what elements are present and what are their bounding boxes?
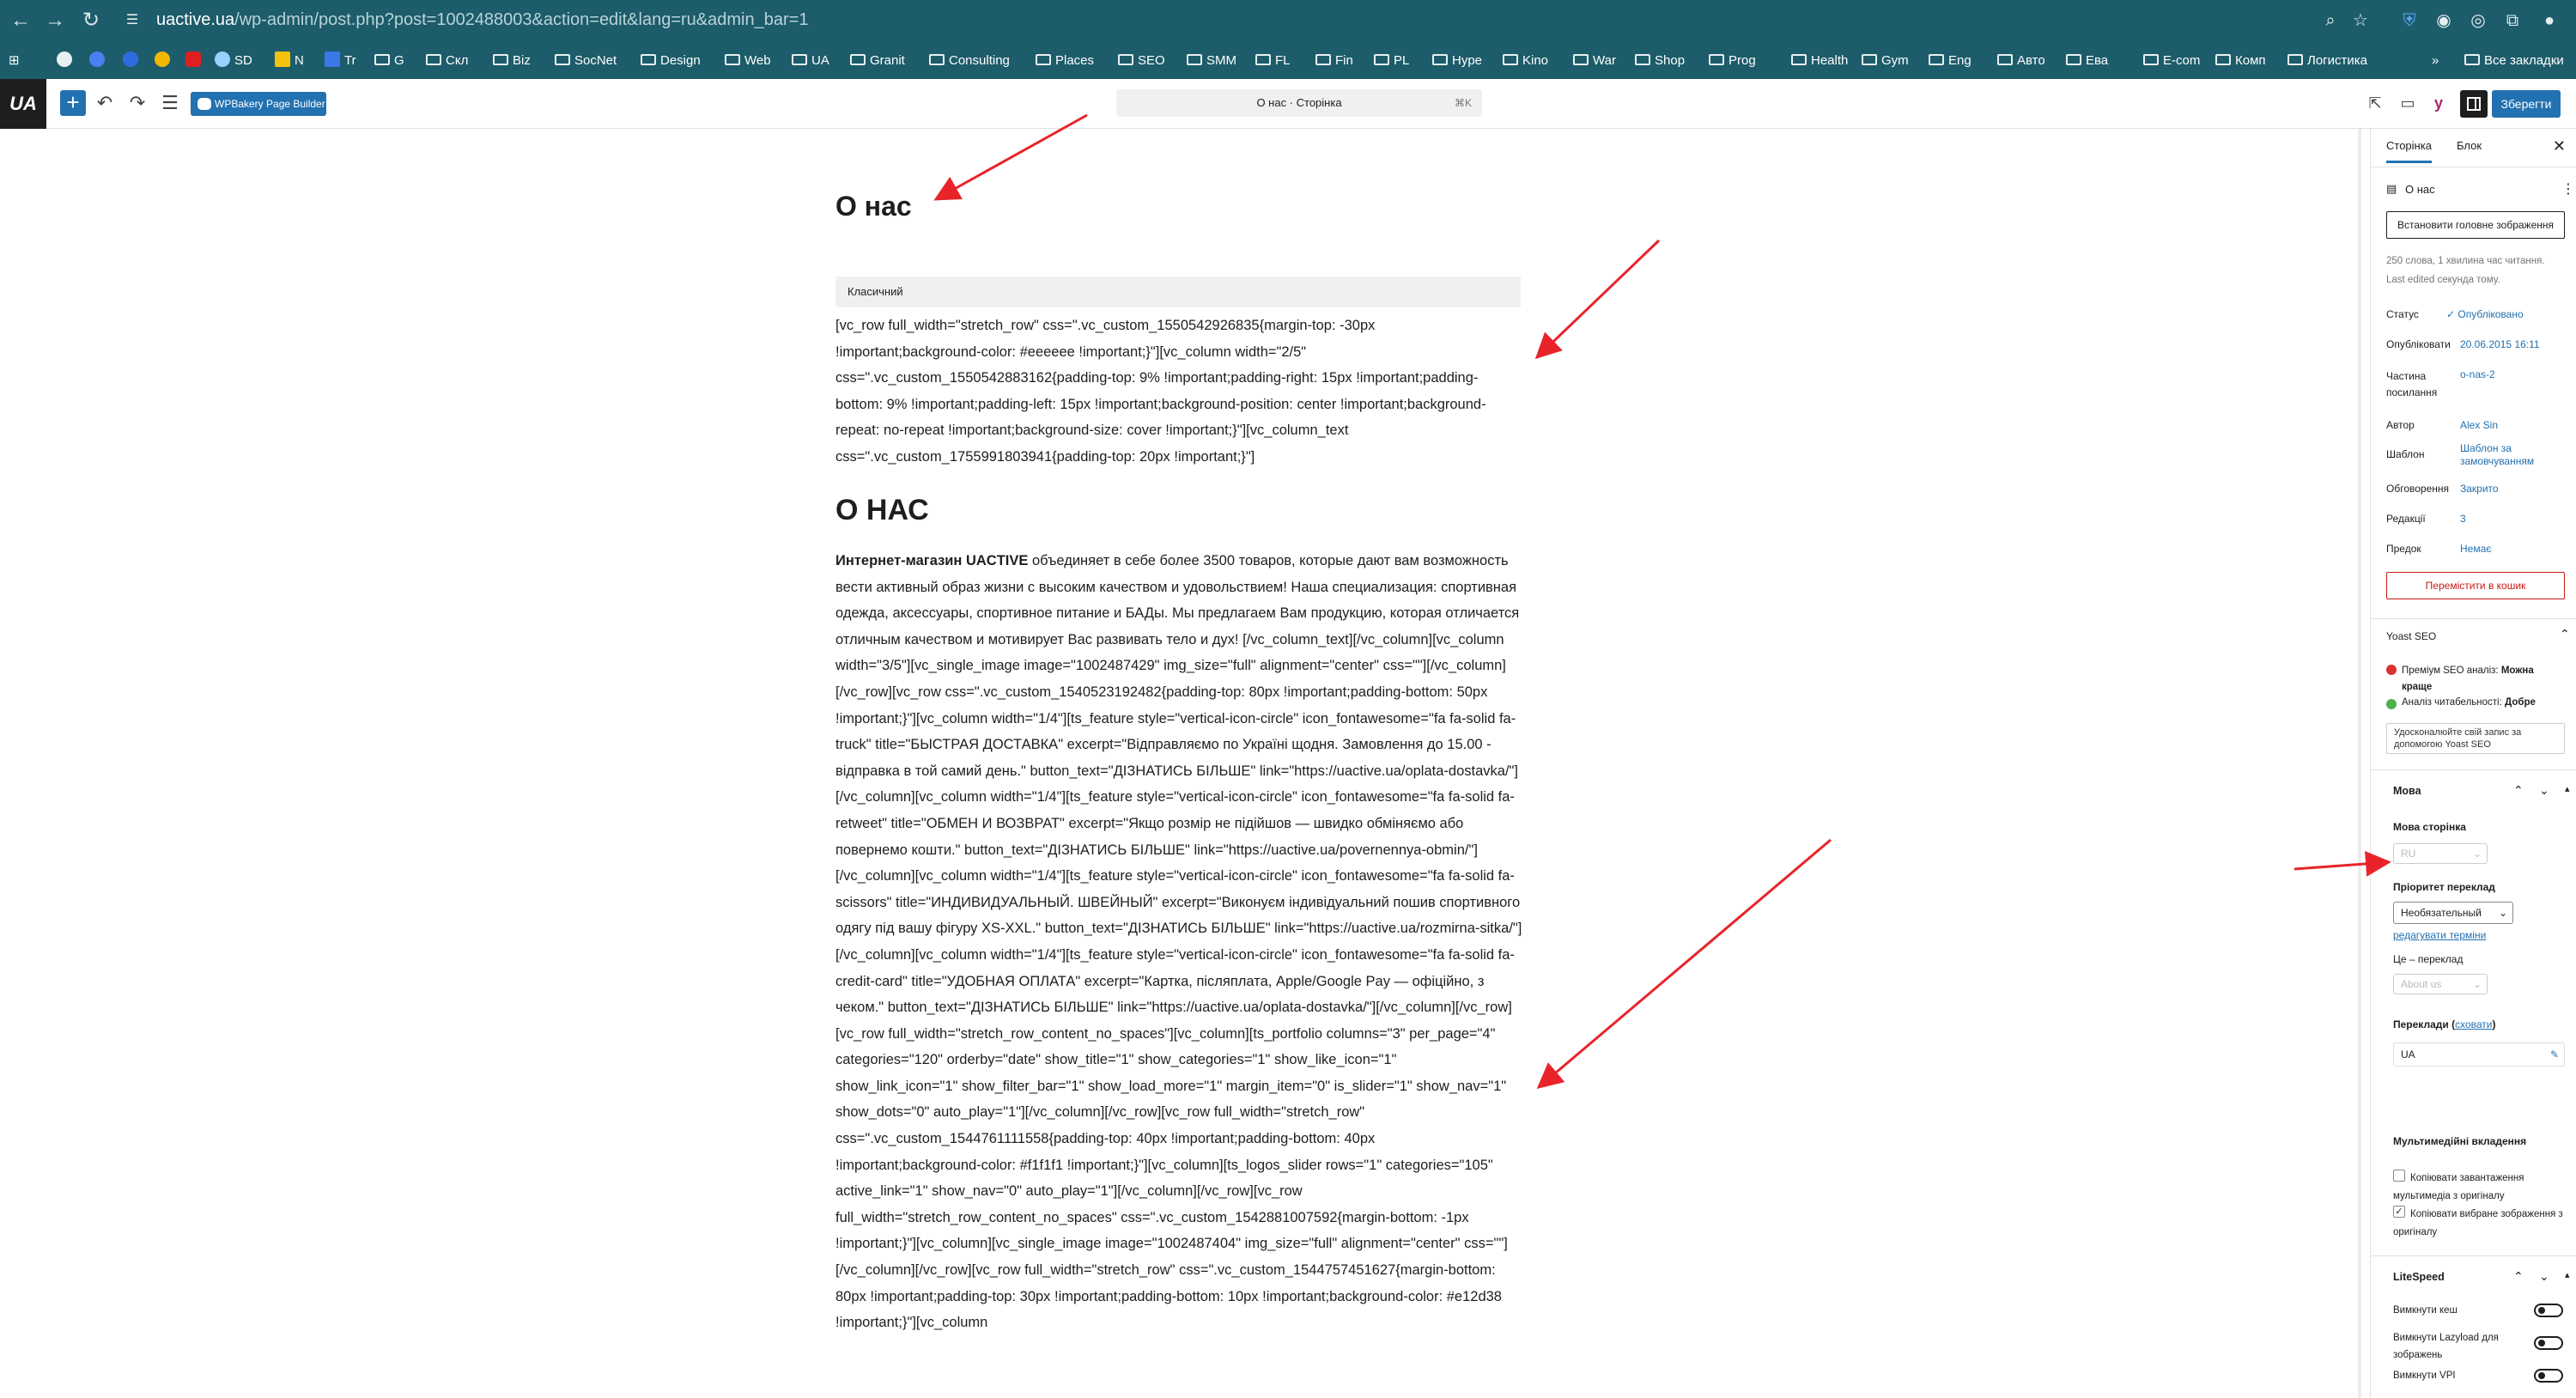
folder-icon bbox=[374, 54, 390, 65]
divider bbox=[2371, 769, 2576, 770]
translation-ua-field[interactable] bbox=[2393, 1042, 2565, 1067]
folder-icon bbox=[1997, 54, 2013, 65]
bookmark-folder[interactable] bbox=[1929, 50, 1971, 72]
is-translation-value: About us bbox=[2401, 978, 2442, 990]
favicon-icon bbox=[275, 52, 290, 67]
bookmark-folder[interactable] bbox=[641, 50, 701, 72]
save-button[interactable]: Зберегти bbox=[2492, 90, 2561, 118]
translation-priority-select[interactable] bbox=[2393, 902, 2513, 924]
seo-analysis-value: Можна краще bbox=[2402, 666, 2534, 692]
last-edited: Last edited секунда тому. bbox=[2386, 275, 2500, 285]
bookmark-folder[interactable] bbox=[1187, 50, 1236, 72]
bookmark-folder[interactable] bbox=[725, 50, 771, 72]
chevron-down-icon: ⌄ bbox=[2472, 978, 2482, 990]
folder-icon bbox=[1709, 54, 1724, 65]
bookmark-folder[interactable] bbox=[929, 50, 1010, 72]
bookmark-label: Hype bbox=[1452, 53, 1483, 68]
site-logo[interactable]: UA bbox=[0, 79, 46, 129]
undo-icon[interactable]: ↶ bbox=[96, 92, 113, 113]
bookmark-label: Eng bbox=[1948, 53, 1971, 68]
bookmark-folder[interactable] bbox=[1862, 50, 1909, 72]
bookmark-folder[interactable] bbox=[1255, 50, 1291, 72]
translations-label-text: Переклади bbox=[2393, 1018, 2449, 1030]
bookmark-label: Design bbox=[660, 53, 701, 68]
bookmark-star-icon[interactable]: ☆ bbox=[2353, 11, 2368, 30]
bookmark-folder[interactable] bbox=[1791, 50, 1848, 72]
bookmark-label: Tr bbox=[344, 53, 356, 68]
bookmark-label: Gym bbox=[1881, 53, 1909, 68]
favicon-icon bbox=[123, 52, 138, 67]
bookmark-label: Комп bbox=[2235, 53, 2266, 68]
panel-arrow-icon[interactable]: ▴ bbox=[2565, 784, 2570, 794]
close-icon[interactable]: ✕ bbox=[2552, 137, 2566, 155]
command-shortcut: ⌘K bbox=[1454, 97, 1472, 109]
page-icon: ▤ bbox=[2386, 182, 2397, 195]
folder-icon bbox=[1315, 54, 1331, 65]
sidebar-icon bbox=[2467, 97, 2481, 111]
chevron-down-icon[interactable]: ⌄ bbox=[2539, 783, 2549, 797]
redo-icon[interactable]: ↷ bbox=[129, 92, 146, 113]
more-options-icon[interactable]: ⋮ bbox=[2561, 182, 2575, 197]
divider bbox=[2371, 1255, 2576, 1256]
bookmark-favicon[interactable] bbox=[155, 50, 174, 72]
chevron-down-icon: ⌄ bbox=[2472, 848, 2482, 860]
page-language-label: Мова сторінка bbox=[2393, 821, 2466, 833]
chevron-down-icon[interactable]: ⌄ bbox=[2539, 1269, 2549, 1283]
bookmark-favicon[interactable] bbox=[57, 50, 76, 72]
folder-icon bbox=[1929, 54, 1944, 65]
folder-icon bbox=[1374, 54, 1389, 65]
page-title[interactable]: О нас bbox=[835, 191, 912, 222]
parent-value[interactable]: Немає bbox=[2460, 543, 2492, 555]
copy-featured-label: Копіювати вибране зображення з оригіналу bbox=[2393, 1209, 2563, 1237]
bookmark-label: G bbox=[394, 53, 404, 68]
author-label: Автор bbox=[2386, 419, 2415, 431]
document-title: О нас · Сторінка bbox=[1256, 96, 1342, 109]
folder-icon bbox=[1118, 54, 1133, 65]
publish-label: Опубліковати bbox=[2386, 338, 2451, 350]
bookmark-favicon[interactable] bbox=[89, 50, 109, 72]
folder-icon bbox=[792, 54, 807, 65]
bookmark-folder[interactable] bbox=[2215, 50, 2266, 72]
browser-chrome bbox=[0, 0, 2576, 79]
bookmark-tr[interactable] bbox=[325, 50, 356, 72]
page-name: О нас bbox=[2405, 183, 2435, 196]
wpbakery-logo-icon bbox=[197, 98, 211, 110]
bookmark-n[interactable] bbox=[275, 50, 304, 72]
content-bold-text: Интернет-магазин UACTIVE bbox=[835, 553, 1029, 568]
bookmark-folder[interactable] bbox=[1315, 50, 1353, 72]
is-translation-select[interactable] bbox=[2393, 974, 2488, 994]
folder-icon bbox=[725, 54, 740, 65]
readability-label: Аналіз читабельності: bbox=[2402, 697, 2502, 708]
tab-page[interactable]: Сторінка bbox=[2386, 139, 2432, 163]
folder-icon bbox=[850, 54, 866, 65]
puzzle-icon[interactable]: ⧉ bbox=[2506, 11, 2519, 30]
disable-cache-label: Вимкнути кеш bbox=[2393, 1305, 2458, 1316]
folder-icon bbox=[493, 54, 508, 65]
folder-icon bbox=[1255, 54, 1271, 65]
bookmark-label: N bbox=[295, 53, 304, 68]
bookmark-label: Все закладки bbox=[2484, 53, 2564, 68]
bookmark-folder[interactable] bbox=[1709, 50, 1756, 72]
bookmark-label: Consulting bbox=[949, 53, 1010, 68]
bookmark-folder[interactable] bbox=[2143, 50, 2200, 72]
folder-icon bbox=[1862, 54, 1877, 65]
bookmark-folder[interactable] bbox=[2066, 50, 2108, 72]
bookmark-label: UA bbox=[811, 53, 829, 68]
bookmark-folder[interactable] bbox=[555, 50, 617, 72]
translation-priority-label: Пріоритет переклад bbox=[2393, 881, 2495, 893]
template-label: Шаблон bbox=[2386, 448, 2425, 460]
profile-avatar-icon[interactable]: ● bbox=[2543, 11, 2555, 30]
bookmark-label: War bbox=[1593, 53, 1616, 68]
view-post-icon[interactable]: ⇱ bbox=[2368, 94, 2382, 112]
seo-analysis-label: Преміум SEO аналіз: bbox=[2402, 666, 2499, 676]
seo-score-icon bbox=[2386, 665, 2397, 675]
folder-icon bbox=[2143, 54, 2159, 65]
litespeed-panel-title[interactable]: LiteSpeed bbox=[2393, 1271, 2445, 1283]
favicon-icon bbox=[325, 52, 340, 67]
bookmarks-bar bbox=[0, 46, 2576, 76]
url-path: /wp-admin/post.php?post=1002488003&action=edit&lang=ru&admin_bar=1 bbox=[234, 10, 809, 29]
bookmark-folder[interactable] bbox=[1036, 50, 1094, 72]
parent-label: Предок bbox=[2386, 543, 2421, 555]
bookmark-folder[interactable] bbox=[426, 50, 468, 72]
translation-priority-value: Необязательный bbox=[2401, 907, 2482, 919]
folder-icon bbox=[1635, 54, 1650, 65]
chevron-up-icon[interactable]: ⌃ bbox=[2513, 783, 2524, 797]
author-value[interactable]: Alex Sin bbox=[2460, 419, 2499, 431]
folder-icon bbox=[1573, 54, 1589, 65]
bookmark-label: Авто bbox=[2017, 53, 2045, 68]
bookmark-sd[interactable] bbox=[215, 50, 252, 72]
language-panel-title[interactable]: Мова bbox=[2393, 785, 2421, 797]
bookmark-label: Fin bbox=[1335, 53, 1353, 68]
disable-vpi-label: Вимкнути VPI bbox=[2393, 1371, 2456, 1381]
folder-icon bbox=[641, 54, 656, 65]
folder-icon bbox=[2066, 54, 2081, 65]
document-overview-icon[interactable]: ☰ bbox=[161, 92, 179, 113]
extension-icon[interactable]: ◎ bbox=[2470, 11, 2486, 30]
favicon-icon bbox=[185, 52, 201, 67]
search-icon[interactable]: ⌕ bbox=[2325, 11, 2336, 30]
pencil-icon[interactable]: ✎ bbox=[2549, 1048, 2559, 1061]
settings-sidebar bbox=[2370, 129, 2576, 1398]
bookmark-folder[interactable] bbox=[1374, 50, 1409, 72]
word-count: 250 слова, 1 хвилина час читання. bbox=[2386, 256, 2545, 266]
folder-icon bbox=[1503, 54, 1518, 65]
edit-terms-link[interactable]: редагувати терміни bbox=[2393, 929, 2487, 941]
revisions-value[interactable]: 3 bbox=[2460, 513, 2466, 525]
bookmark-favicon[interactable] bbox=[185, 50, 205, 72]
discussion-label: Обговорення bbox=[2386, 483, 2450, 495]
readability-value: Добре bbox=[2505, 697, 2536, 708]
favicon-icon bbox=[155, 52, 170, 67]
bookmark-folder[interactable] bbox=[1432, 50, 1482, 72]
is-translation-label: Це – переклад bbox=[2393, 953, 2464, 965]
yoast-improve-button[interactable]: Удосконалюйте свій запис за допомогою Yoast SEO bbox=[2386, 723, 2565, 754]
bookmark-folder[interactable] bbox=[493, 50, 531, 72]
folder-icon bbox=[1791, 54, 1807, 65]
disable-lazyload-toggle[interactable] bbox=[2534, 1336, 2563, 1350]
status-value-text: Опубліковано bbox=[2458, 308, 2524, 320]
folder-icon bbox=[1187, 54, 1202, 65]
extension-icon[interactable]: ◉ bbox=[2436, 11, 2451, 30]
publish-date[interactable]: 20.06.2015 16:11 bbox=[2460, 338, 2540, 350]
apps-icon[interactable]: ⊞ bbox=[9, 53, 20, 68]
chevron-down-icon: ⌄ bbox=[2498, 907, 2507, 919]
all-bookmarks[interactable] bbox=[2464, 50, 2564, 72]
template-value[interactable]: Шаблон за замовчуванням bbox=[2460, 442, 2535, 467]
bookmark-folder-g[interactable] bbox=[374, 50, 404, 72]
bookmark-label: Kino bbox=[1522, 53, 1549, 68]
bookmark-label: Places bbox=[1055, 53, 1095, 68]
bookmark-label: FL bbox=[1275, 53, 1291, 68]
translation-ua-label: UA bbox=[2401, 1048, 2415, 1061]
address-bar-row bbox=[0, 0, 2576, 41]
bookmark-label: Health bbox=[1811, 53, 1849, 68]
move-to-trash-button[interactable]: Перемістити в кошик bbox=[2386, 572, 2565, 599]
page-language-select[interactable] bbox=[2393, 843, 2488, 864]
chevron-up-icon[interactable]: ⌃ bbox=[2513, 1269, 2524, 1283]
bookmark-label: SD bbox=[234, 53, 252, 68]
bookmark-label: E-com bbox=[2163, 53, 2201, 68]
revisions-label: Редакції bbox=[2386, 513, 2426, 525]
folder-icon bbox=[426, 54, 441, 65]
seo-analysis bbox=[2402, 663, 2565, 696]
bookmark-favicon[interactable] bbox=[123, 50, 143, 72]
favicon-icon bbox=[215, 52, 230, 67]
folder-icon bbox=[929, 54, 945, 65]
folder-icon bbox=[1432, 54, 1448, 65]
bookmark-label: Shop bbox=[1655, 53, 1686, 68]
tab-block[interactable]: Блок bbox=[2457, 139, 2482, 152]
bookmark-label: SEO bbox=[1138, 53, 1165, 68]
editor-header bbox=[0, 79, 2576, 129]
bookmark-folder[interactable] bbox=[1118, 50, 1165, 72]
reload-icon[interactable]: ↻ bbox=[82, 9, 100, 32]
folder-icon bbox=[1036, 54, 1051, 65]
media-attachments-title: Мультимедійні вкладення bbox=[2393, 1135, 2527, 1147]
content-body-text: объединяет в себе более 3500 товаров, которые дают вам возможность вести активный образ жизни с высоким качеством и удовольствием! Наша специализация: спортивная одежда, аксессуары, спортивное питание и БАДы. Мы предлагаем Вам продукцию, которая отличается отличным качеством и мотивирует Вас развивать тело и дух! [/vc_column_text][/vc_column][vc_column width="3/5"][vc_single_image image="1002487429" img_size="full" alignment="center" css=""][/vc_column][/vc_row][vc_row css=".vc_custom_1540523192482{padding-top: 80px !important;padding-bottom: 50px !important;}"][vc_column width="1/4"][ts_feature style="vertical-icon-circle" icon_fontawesome="fa fa-solid fa-truck" title="БЫСТРАЯ ДОСТАВКА" excerpt="Відправляємо по Україні щодня. Замовлення до 15.00 - відправка в той самий день." button_text="ДІЗНАТИСЬ БІЛЬШЕ" link="https://uactive.ua/oplata-dostavka/"][/vc_column][vc_column width="1/4"][ts_feature style="vertical-icon-circle" icon_fontawesome="fa fa-solid fa-retweet" title="ОБМЕН И ВОЗВРАТ" excerpt="Якщо розмір не підійшов — швидко обміняємо або повернемо кошти." button_text="ДІЗНАТИСЬ БІЛЬШЕ" link="https://uactive.ua/povernennya-obmin/"][/vc_column][vc_column width="1/4"][ts_feature style="vertical-icon-circle" icon_fontawesome="fa fa-solid fa-scissors" title="ИНДИВИДУАЛЬНЫЙ. ШВЕЙНЫЙ" excerpt="Виконуєм індивідуальний пошив спортивного одягу під вашу фігуру XS-XXL." button_text="ДІЗНАТИСЬ БІЛЬШЕ" link="https://uactive.ua/rozmirna-sitka/"][/vc_column][vc_column width="1/4"][ts_feature style="vertical-icon-circle" icon_fontawesome="fa fa-solid fa-credit-card" title="УДОБНАЯ ОПЛАТА" excerpt="Картка, післяплата, Apple/Google Pay — офіційно, з чеком." button_text="ДІЗНАТИСЬ БІЛЬШЕ" link="https://uactive.ua/oplata-dostavka/"][/vc_column][/vc_row][vc_row full_width="stretch_row_content_no_spaces"][vc_column][ts_portfolio columns="3" per_page="4" categories="120" orderby="date" show_title="1" show_categories="1" show_like_icon="1" show_link_icon="1" show_filter_bar="1" show_load_more="1" margin_item="0" is_slider="1" show_nav="1" show_dots="0" auto_play="1"][/vc_column][/vc_row][vc_row full_width="stretch_row" css=".vc_custom_1544761111558{padding-top: 40px !important;padding-bottom: 40px !important;background-color: #f1f1f1 !important;}"][vc_column][ts_logos_slider rows="1" categories="105" active_link="1" show_nav="0" auto_play="1"][/vc_column][/vc_row][vc_row full_width="stretch_row_content_no_spaces" css=".vc_custom_1542881007592{margin-bottom: -1px !important;}"][vc_column][vc_single_image image="1002487404" img_size="full" alignment="center" css=""][/vc_column][/vc_row][vc_row full_width="stretch_row" css=".vc_custom_1544757451627{margin-bottom: 80px !important;padding-top: 30px !important;padding-bottom: 10px !important;background-color: #e12d38 !important;}"][vc_column bbox=[835, 553, 1522, 1331]
bookmark-label: Biz bbox=[513, 53, 531, 68]
page-language-value: RU bbox=[2401, 848, 2416, 860]
folder-icon bbox=[555, 54, 570, 65]
set-featured-image-button[interactable]: Встановити головне зображення bbox=[2386, 211, 2565, 239]
chevron-up-icon[interactable]: ⌃ bbox=[2560, 627, 2570, 641]
divider bbox=[2371, 618, 2576, 619]
readability-score-icon bbox=[2386, 699, 2397, 709]
bookmark-folder[interactable] bbox=[2287, 50, 2367, 72]
yoast-panel-title[interactable]: Yoast SEO bbox=[2386, 630, 2437, 642]
readability-analysis bbox=[2402, 697, 2536, 708]
back-icon[interactable]: ← bbox=[10, 9, 31, 32]
content-body[interactable] bbox=[835, 548, 1522, 1336]
slug-label: Частина посилання bbox=[2386, 370, 2438, 398]
bookmark-folder[interactable] bbox=[1503, 50, 1548, 72]
preview-device-icon[interactable]: ▭ bbox=[2400, 94, 2415, 112]
disable-vpi-toggle[interactable] bbox=[2534, 1369, 2563, 1383]
canvas-scrollbar[interactable] bbox=[2358, 129, 2361, 1398]
disable-lazyload-label: Вимкнути Lazyload для зображень bbox=[2393, 1333, 2499, 1360]
favicon-icon bbox=[57, 52, 72, 67]
url-input[interactable] bbox=[156, 10, 808, 30]
settings-sidebar-toggle[interactable] bbox=[2460, 90, 2488, 118]
bookmark-folder[interactable] bbox=[1997, 50, 2045, 72]
document-bar[interactable] bbox=[1116, 89, 1482, 117]
bookmark-label: Логистика bbox=[2307, 53, 2368, 68]
bookmark-label: Granit bbox=[870, 53, 905, 68]
bookmark-label: Web bbox=[744, 53, 771, 68]
more-bookmarks-icon[interactable]: » bbox=[2432, 53, 2439, 68]
panel-arrow-icon[interactable]: ▴ bbox=[2565, 1270, 2570, 1280]
bookmark-label: Скл bbox=[446, 53, 469, 68]
wpbakery-label: WPBakery Page Builder bbox=[215, 98, 325, 110]
copy-uploads-label: Копіювати завантаження мультимедіа з оригіналу bbox=[2393, 1173, 2524, 1201]
bookmark-label: Ева bbox=[2086, 53, 2109, 68]
bookmark-label: PL bbox=[1394, 53, 1410, 68]
status-label: Статус bbox=[2386, 308, 2419, 320]
bookmark-folder[interactable] bbox=[850, 50, 905, 72]
site-info-icon[interactable]: ☰ bbox=[125, 13, 139, 27]
yoast-icon[interactable]: y bbox=[2433, 94, 2443, 112]
published-icon: ✓ bbox=[2446, 308, 2458, 320]
discussion-value[interactable]: Закрито bbox=[2460, 483, 2499, 495]
forward-icon[interactable]: → bbox=[45, 9, 65, 32]
content-heading[interactable]: О НАС bbox=[835, 494, 929, 526]
editor-canvas bbox=[0, 129, 2361, 1398]
folder-icon bbox=[2464, 54, 2480, 65]
bookmark-folder[interactable] bbox=[792, 50, 829, 72]
bookmark-label: SMM bbox=[1206, 53, 1236, 68]
translations-label: Переклади (сховати) bbox=[2393, 1018, 2496, 1030]
wpbakery-button[interactable] bbox=[191, 92, 326, 116]
bookmark-folder[interactable] bbox=[1573, 50, 1616, 72]
favicon-icon bbox=[89, 52, 105, 67]
url-host: uactive.ua bbox=[156, 10, 235, 29]
disable-cache-toggle[interactable] bbox=[2534, 1304, 2563, 1317]
add-block-button[interactable]: + bbox=[60, 90, 86, 116]
bookmark-folder[interactable] bbox=[1635, 50, 1685, 72]
slug-value[interactable]: o-nas-2 bbox=[2460, 368, 2495, 380]
classic-block-toolbar[interactable]: Класичний bbox=[835, 277, 1521, 307]
status-value[interactable] bbox=[2446, 308, 2524, 320]
hide-translations-link[interactable]: сховати bbox=[2455, 1018, 2493, 1030]
folder-icon bbox=[2215, 54, 2231, 65]
shortcode-text[interactable]: [vc_row full_width="stretch_row" css=".vc_custom_1550542926835{margin-top: -30px !important;background-color: #eeeeee !important;}"][vc_column width="2/5" css=".vc_custom_1550542883162{padding-top: 9% !important;padding-right: 15px !important;padding-bottom: 9% !important;padding-left: 15px !important;background-position: center !important;background-repeat: no-repeat !important;background-size: cover !important;}"][vc_column_text css=".vc_custom_1755991803941{padding-top: 20px !important;}"] bbox=[835, 318, 1486, 465]
shield-icon[interactable]: ⛨ bbox=[2403, 11, 2416, 30]
bookmark-label: SocNet bbox=[574, 53, 617, 68]
bookmark-label: Prog bbox=[1728, 53, 1756, 68]
copy-featured-checkbox[interactable]: ✓ bbox=[2393, 1206, 2405, 1218]
folder-icon bbox=[2287, 54, 2303, 65]
